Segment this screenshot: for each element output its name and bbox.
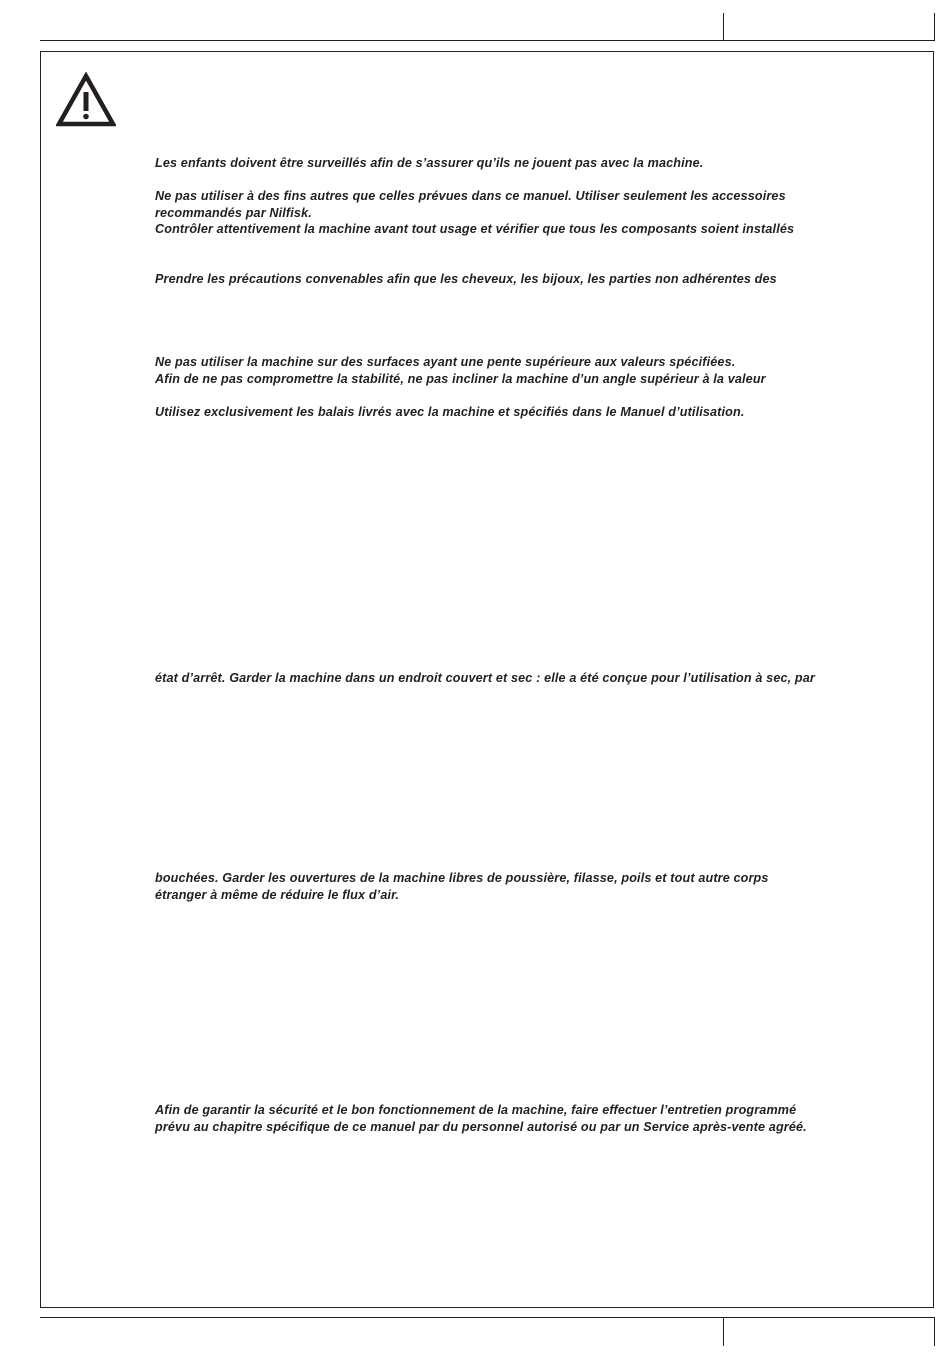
text-line: Afin de garantir la sécurité et le bon fonctionnement de la machine, faire effectuer l’entretien programmé [155, 1103, 797, 1117]
footer-rule [40, 1317, 935, 1318]
footer-divider [723, 1318, 724, 1346]
paragraph-brushes [155, 404, 935, 421]
text-line: Contrôler attentivement la machine avant tout usage et vérifier que tous les composants soient installés [155, 222, 795, 236]
paragraph-maintenance [155, 1102, 935, 1135]
text-line: Ne pas utiliser la machine sur des surfaces ayant une pente supérieure aux valeurs spécifiées. [155, 355, 736, 369]
text-line: Afin de ne pas compromettre la stabilité, ne pas incliner la machine d’un angle supérieur à la valeur [155, 371, 766, 386]
paragraph-hair-jewelry [155, 271, 935, 288]
text-line: Prendre les précautions convenables afin que les cheveux, les bijoux, les parties non adhérentes des [155, 272, 777, 286]
header-divider [723, 13, 724, 41]
text-line: Utilisez exclusivement les balais livrés avec la machine et spécifiés dans le Manuel d’utilisation. [155, 405, 745, 419]
paragraph-children-supervision [155, 155, 935, 172]
text-line: Les enfants doivent être surveillés afin de s’assurer qu’ils ne jouent pas avec la machine. [155, 156, 704, 170]
warning-triangle-icon [56, 72, 116, 128]
header-right-edge [934, 13, 935, 41]
paragraph-slope-stability [155, 354, 935, 387]
text-line: prévu au chapitre spécifique de ce manuel par du personnel autorisé ou par un Service après-vente agréé. [155, 1119, 807, 1134]
text-line: recommandés par Nilfisk. [155, 205, 312, 220]
paragraph-openings [155, 870, 935, 903]
paragraph-intended-use [155, 188, 935, 238]
paragraph-storage [155, 670, 935, 687]
header-rule [40, 40, 935, 41]
text-line: Ne pas utiliser à des fins autres que celles prévues dans ce manuel. Utiliser seulement les accessoires [155, 189, 786, 203]
text-line: étranger à même de réduire le flux d’air. [155, 887, 400, 902]
text-line: bouchées. Garder les ouvertures de la machine libres de poussière, filasse, poils et tout autre corps [155, 871, 769, 885]
text-line: état d’arrêt. Garder la machine dans un endroit couvert et sec : elle a été conçue pour l’utilisation à sec, par [155, 671, 815, 685]
footer-right-edge [934, 1318, 935, 1346]
